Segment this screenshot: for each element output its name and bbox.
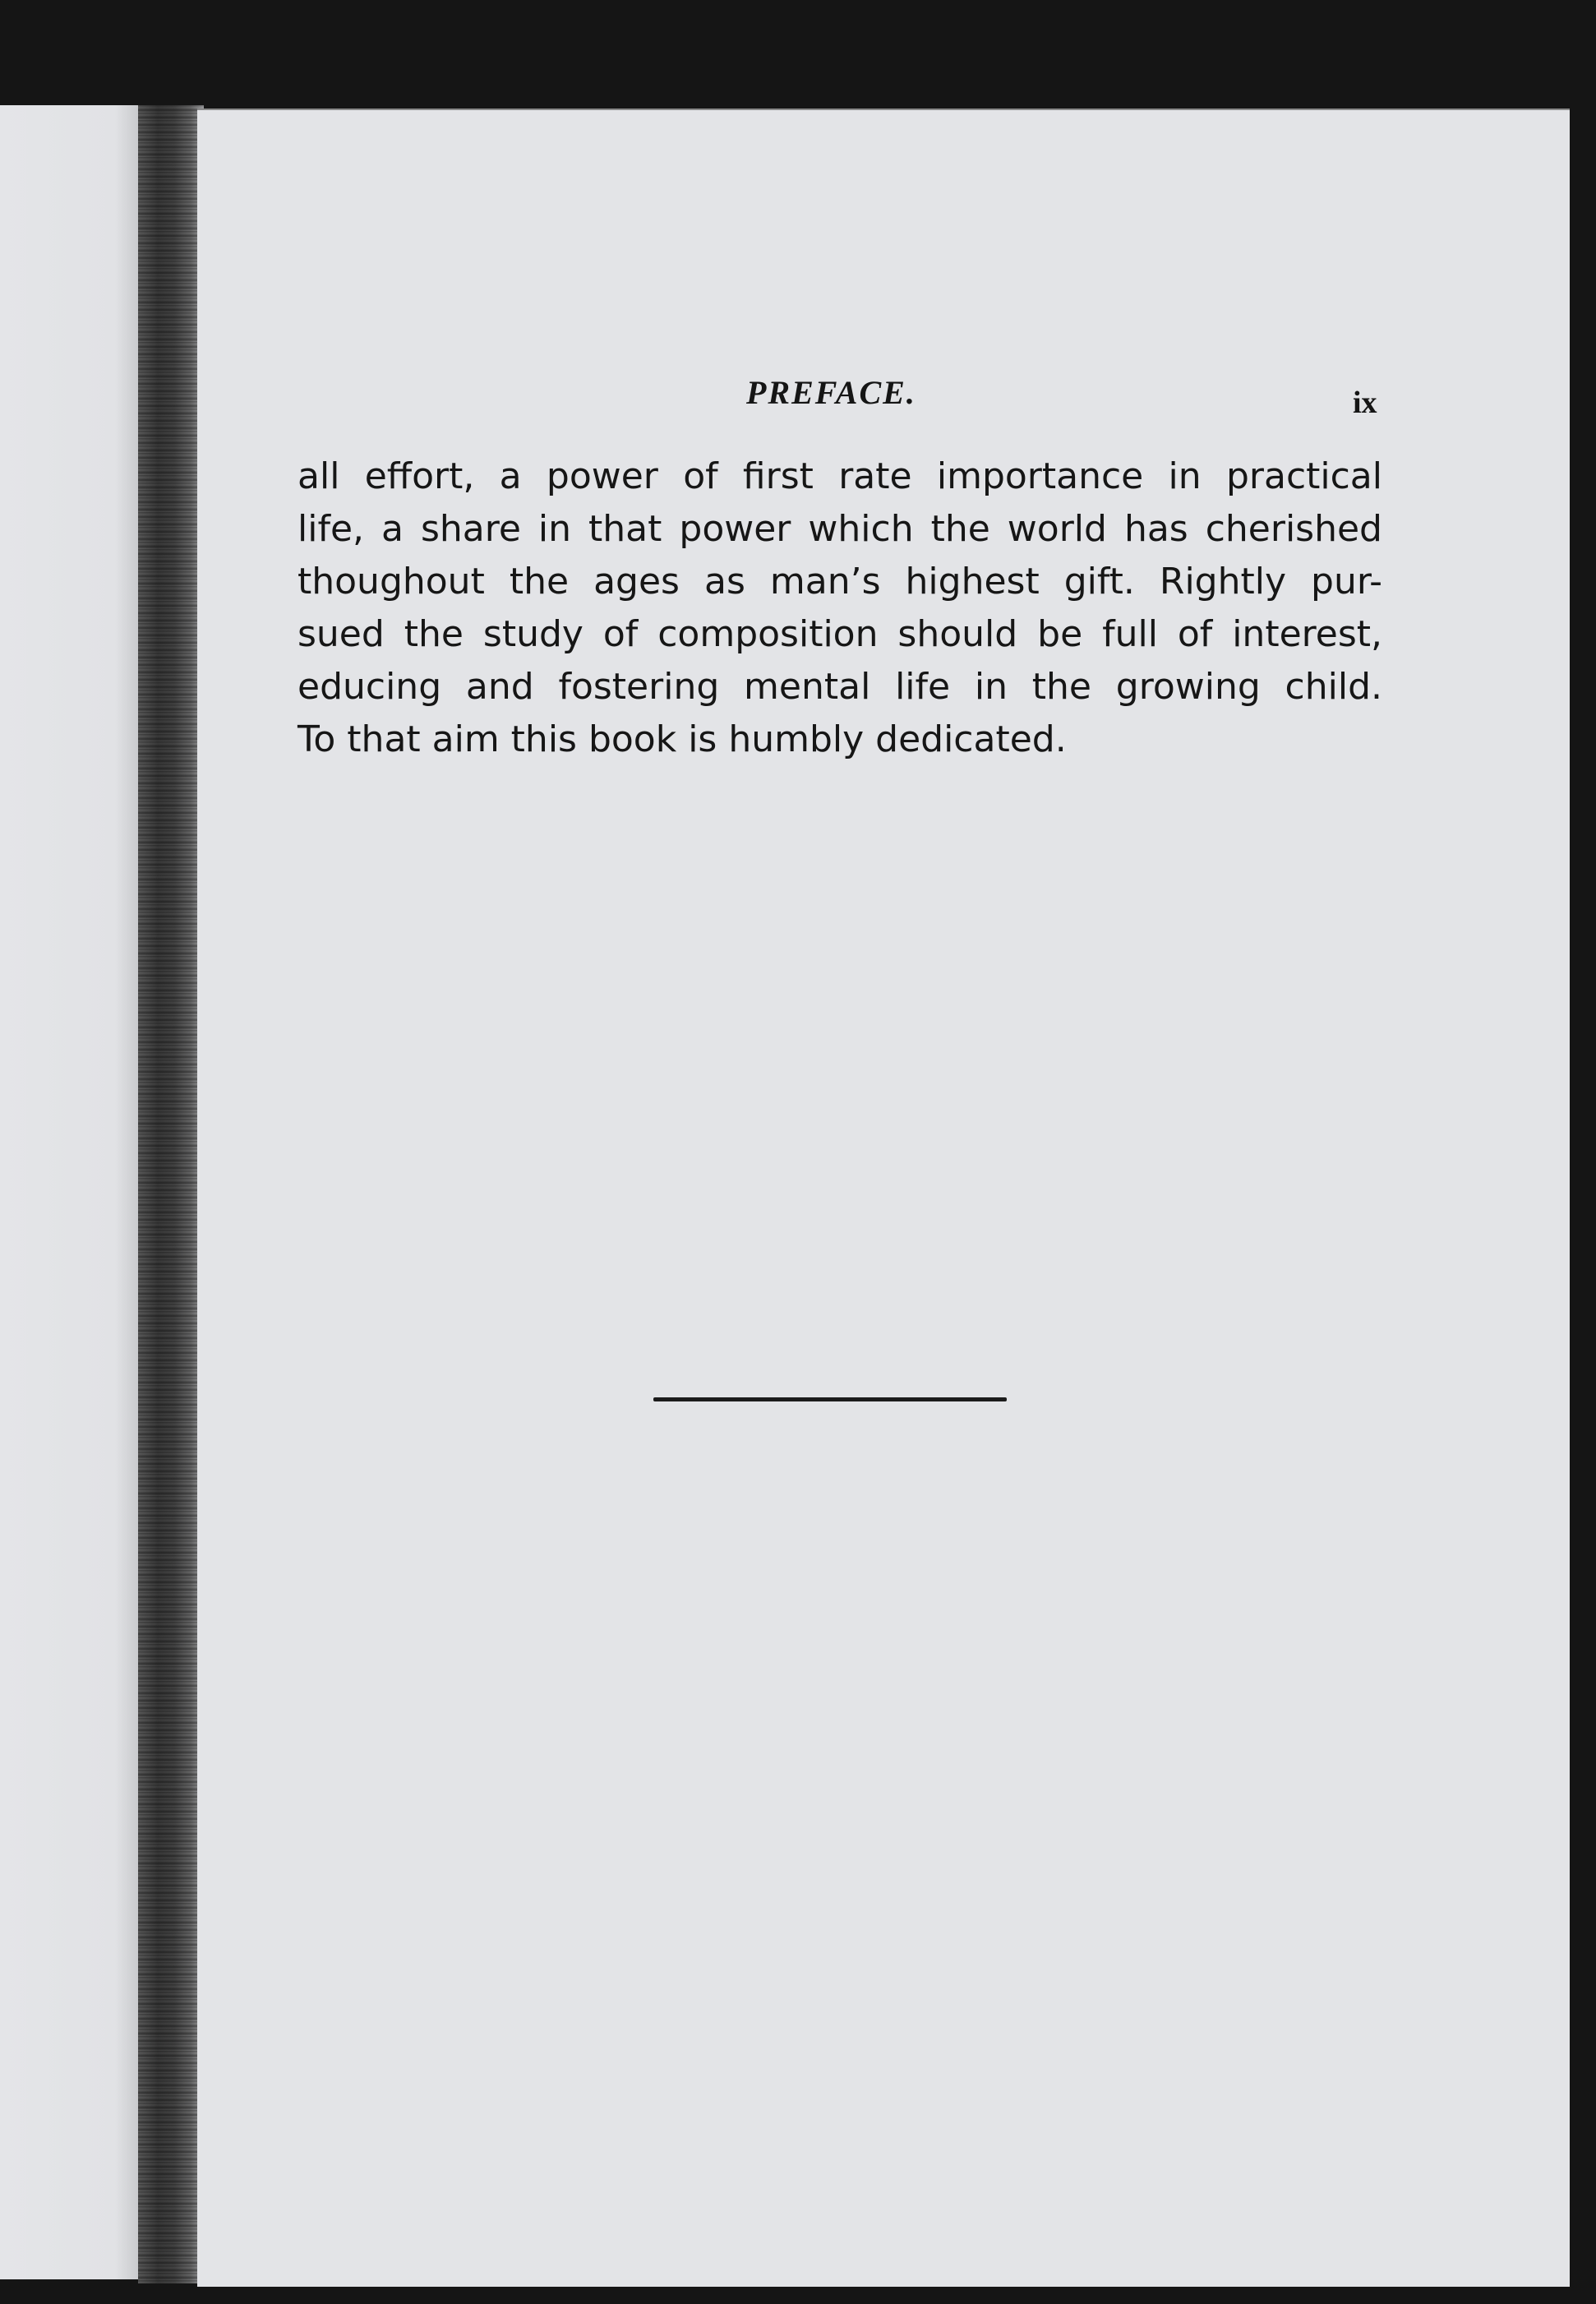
text-line: all effort, a power of first rate importance in practical — [298, 455, 1382, 497]
text-line: life, a share in that power which the world has cherished — [298, 508, 1382, 550]
page-number: ix — [1353, 386, 1377, 420]
text-line: sued the study of composition should be full of interest, — [298, 613, 1382, 655]
running-head — [197, 373, 1570, 422]
book-page — [197, 109, 1570, 2287]
text-line: thoughout the ages as man’s highest gift. Rightly pur- — [298, 561, 1382, 603]
binding-gutter — [138, 105, 204, 2283]
text-line: To that aim this book is humbly dedicated. — [298, 718, 1067, 760]
text-line: educing and fostering mental life in the growing child. — [298, 666, 1382, 708]
preface-paragraph — [298, 450, 1382, 766]
running-title: PREFACE. — [746, 374, 916, 411]
section-end-rule — [653, 1397, 1007, 1401]
